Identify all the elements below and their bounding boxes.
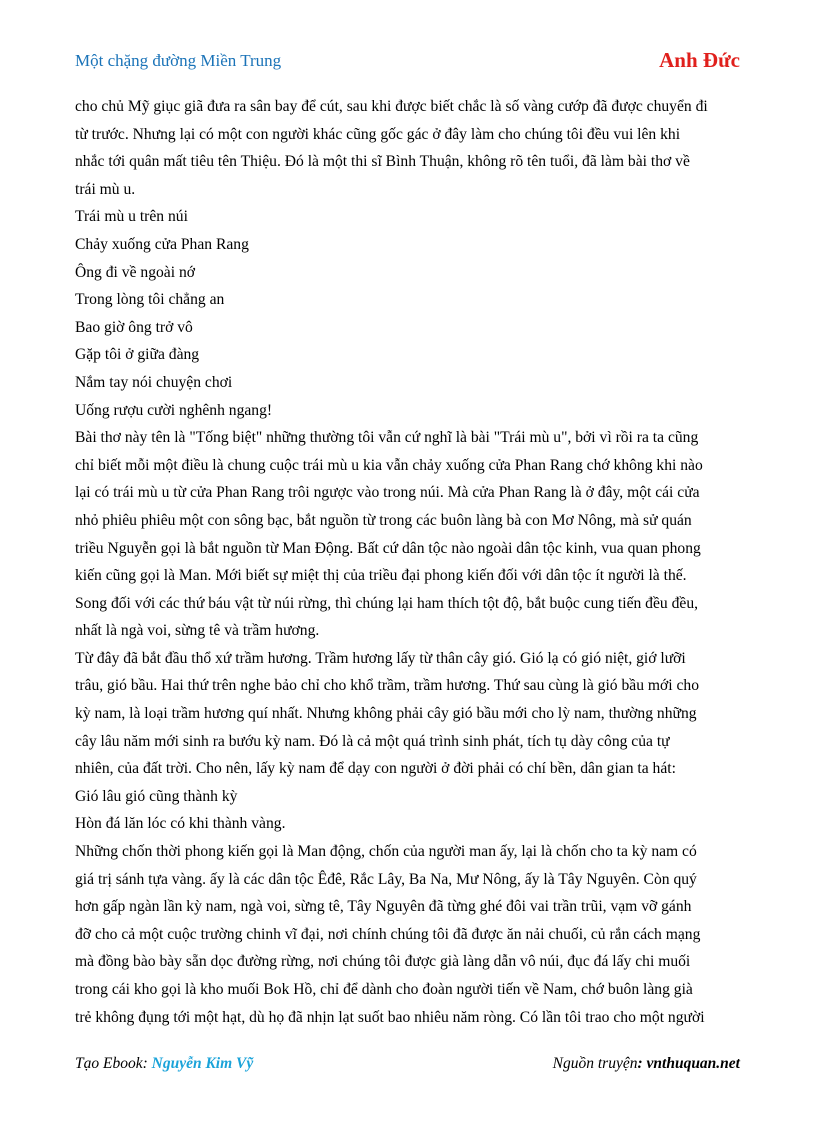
text-line: lại có trái mù u từ cửa Phan Rang trôi ngược vào trong núi. Mà cửa Phan Rang là ở đây, một cái cửa <box>75 484 700 502</box>
text-line: Ông đi về ngoài nớ <box>75 263 195 281</box>
text-line: Chảy xuống cửa Phan Rang <box>75 235 249 253</box>
text-line: nhiên, của đất trời. Cho nên, lấy kỳ nam để dạy con người ở đời phải có chí bền, dân gian ta hát: <box>75 760 676 778</box>
ebook-separator: : <box>142 1055 152 1072</box>
text-line: Những chốn thời phong kiến gọi là Man động, chốn của người man ấy, lại là chốn cho ta kỳ nam có <box>75 843 697 861</box>
text-line: kiến cũng gọi là Man. Mới biết sự miệt thị của triều đại phong kiến đối với dân tộc ít người là thế. <box>75 567 687 585</box>
text-line: nhắc tới quân mất tiêu tên Thiệu. Đó là một thi sĩ Bình Thuận, không rõ tên tuổi, đã làm bài thơ về <box>75 153 690 171</box>
source-site: vnthuquan.net <box>646 1055 740 1072</box>
text-line: triều Nguyễn gọi là bắt nguồn từ Man Động. Bất cứ dân tộc nào ngoài dân tộc kinh, vua quan phong <box>75 539 701 557</box>
text-line: trâu, gió bầu. Hai thứ trên nghe bảo chỉ cho khổ trầm, trầm hương. Thứ sau cùng là gió bầu mới cho <box>75 677 700 695</box>
ebook-label: Tạo Ebook <box>75 1055 143 1072</box>
text-line: Uống rượu cười nghênh ngang! <box>75 401 273 419</box>
text-line: Gió lâu gió cũng thành kỳ <box>75 787 238 805</box>
text-line: Trái mù u trên núi <box>75 208 188 226</box>
text-line: chỉ biết mỗi một điều là chung cuộc trái mù u kia vẫn chảy xuống cửa Phan Rang chớ không khi nào <box>75 456 703 474</box>
text-line: mà đồng bào bày sẵn dọc đường rừng, nơi chúng tôi được già làng dẫn vô núi, đục đá lấy chi muối <box>75 953 691 971</box>
text-line: giá trị sánh tựa vàng. ấy là các dân tộc Êđê, Rắc Lây, Ba Na, Mư Nông, ấy là Tây Nguyên. Còn quý <box>75 870 697 888</box>
text-line: nhỏ phiêu phiêu một con sông bạc, bắt nguồn từ trong các buôn làng bà con Mơ Nông, mà sử quán <box>75 511 692 529</box>
book-title: Một chặng đường Miền Trung <box>75 51 282 70</box>
text-line: Nắm tay nói chuyện chơi <box>75 373 233 391</box>
source-separator: : <box>637 1055 647 1072</box>
text-line: trong cái kho gọi là kho muối Bok Hồ, chỉ để dành cho đoàn người tiến về Nam, chớ buôn làng già <box>75 981 693 998</box>
text-line: Bài thơ này tên là "Tống biệt" những thường tôi vẫn cứ nghĩ là bài "Trái mù u", bởi vì rồi ra ta cũng <box>75 429 699 447</box>
text-line: Trong lòng tôi chẳng an <box>75 291 225 309</box>
source-label: Nguồn truyện <box>552 1055 638 1072</box>
text-line: cây lâu năm mới sinh ra bướu kỳ nam. Đó là cả một quá trình sinh phát, tích tụ dày công của tự <box>75 732 670 750</box>
text-line: Hòn đá lăn lóc có khi thành vàng. <box>75 815 286 833</box>
text-line: trẻ không đụng tới một hạt, dù họ đã nhịn lạt suốt bao nhiêu năm ròng. Có lần tôi trao cho một người <box>75 1008 705 1026</box>
text-line: nhất là ngà voi, sừng tê và trầm hương. <box>75 622 320 640</box>
text-line: từ trước. Nhưng lại có một con người khác cũng gốc gác ở đây làm cho chúng tôi đều vui lên khi <box>75 125 681 143</box>
text-line: Gặp tôi ở giữa đàng <box>75 346 200 364</box>
text-line: đỡ cho cả một cuộc trường chinh vĩ đại, nơi chính chúng tôi đã được ăn nải chuối, củ rắn cách mạng <box>75 925 701 943</box>
text-line: Bao giờ ông trở vô <box>75 318 193 336</box>
text-line: cho chủ Mỹ giục giã đưa ra sân bay để cút, sau khi được biết chắc là số vàng cướp đã được chuyển đi <box>75 98 708 115</box>
ebook-creator-name: Nguyễn Kim Vỹ <box>151 1055 254 1072</box>
text-line: hơn gấp ngàn lần kỳ nam, ngà voi, sừng tê, Tây Nguyên đã từng ghé đôi vai trần trũi, vạm vỡ gánh <box>75 898 692 916</box>
text-line: trái mù u. <box>75 180 136 198</box>
author-name: Anh Đức <box>659 48 740 72</box>
body-text <box>75 93 745 1031</box>
text-line: Từ đây đã bắt đầu thổ xứ trầm hương. Trầm hương lấy từ thân cây gió. Gió lạ có gió niệt, giớ lưỡi <box>75 649 686 667</box>
text-line: Song đối với các thứ báu vật từ núi rừng, thì chúng lại ham thích tột độ, bắt buộc cung tiến đều đều, <box>75 594 699 612</box>
text-line: kỳ nam, là loại trầm hương quí nhất. Nhưng không phải cây gió bầu mới cho lỳ nam, thường những <box>75 705 697 723</box>
source-credit <box>553 1055 740 1073</box>
ebook-credit <box>75 1055 253 1073</box>
